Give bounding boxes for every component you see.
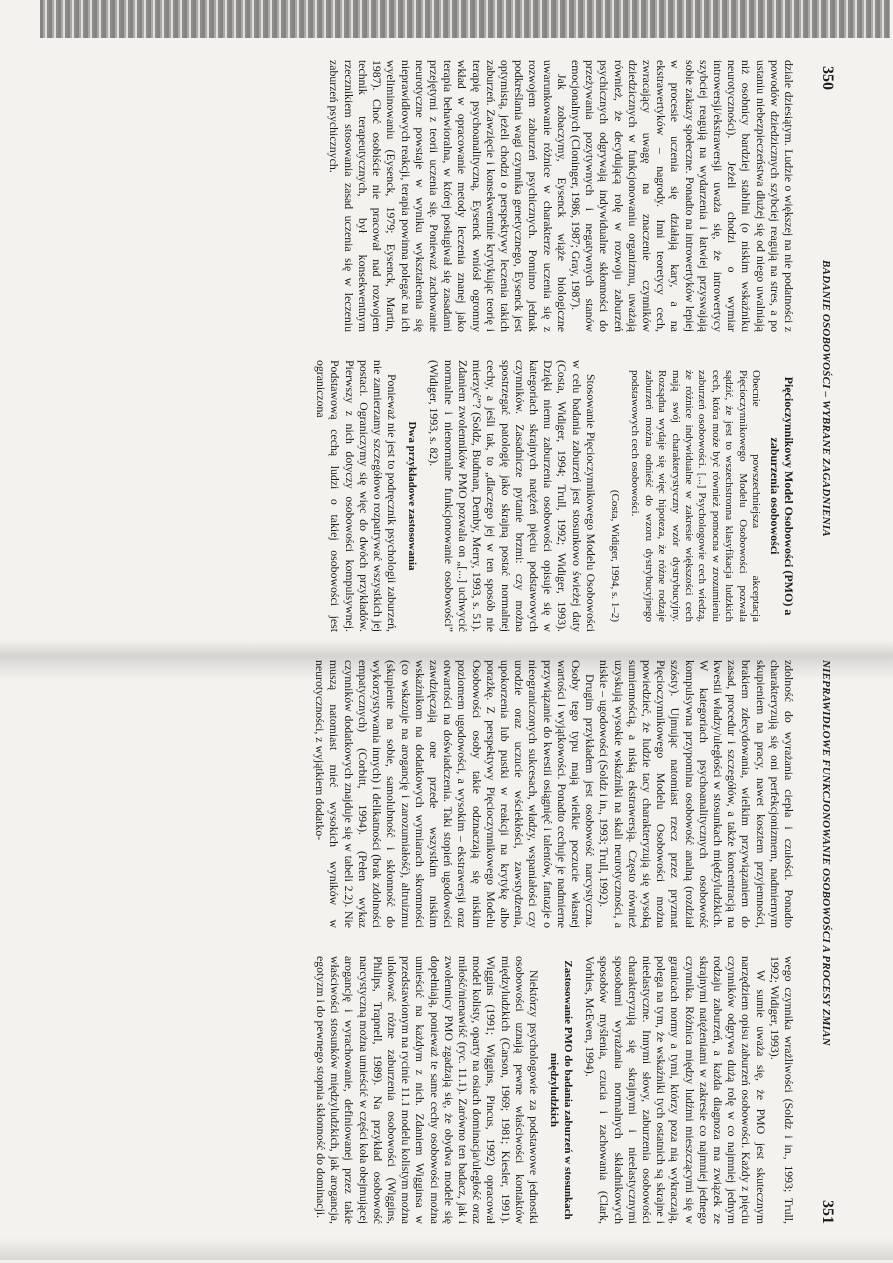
page-number: 351 <box>819 1200 836 1224</box>
paragraph: Niektórzy psychologowie za podstawowe jednostki osobowości uznają pewne właściwości kontaktów międzyludzkich (Carson, 1969; 1981; Kiesler, 1991). Wiggins (1991; Wiggins, Pincus, 1992) opracował model kolisty, oparty na osiach dominacja/uległość oraz miłość/nienawiść (ryc. 11.1). Zarówno ten badacz, jak i zwolennicy PMO zgadzają się, że obydwa modele się dopełniają, ponieważ te same cechy osobowości można umieścić na każdym z nich. Zdaniem Wigginsa w przedstawionym na rycinie 11.1 modelu kolistym można ulokować różne zaburzenia osobowości (Wiggins, Philips, Trapnell, 1989). Na przykład osobowość narcystyczną można umieścić w części koła obejmującej arogancję i wyrachowanie, definiowanej przez takie właściwości stosunków międzyludzkich, jak arogancja, egotyzm i do pewnego stopnia skłonność do dominacji. <box>313 956 541 1224</box>
text-column <box>56 660 796 928</box>
paragraph: Drugim przykładem jest osobowość narcystyczna. Osoby tego typu mają wielkie poczucie własnej wartości i wyjątkowości. Ponadto cechuje je nadmierne przywiązanie do kwestii osiągnięć i talentów, fantazje o nieograniczonych sukcesach, władzy, wspaniałości czy urodzie oraz uczucie wściekłości, zawstydzenia, upokorzenia lub pustki w reakcji na krytykę albo porażkę. Z perspektywy Pięcioczynnikowego Modelu Osobowości osoby takie odznaczają się niskim poziomem ugodowości, a wysokim – ekstrawersji oraz otwartości na doświadczenia. Taki stopień ugodowości zawdzięczają one przede wszystkim niskim wskaźnikom na dodatkowych wymiarach skromności (co wskazuje na arogancję i zarozumiałość), altruizmu (skupienie na sobie, samolubność i skłonność do wykorzystywania innych) i delikatności (brak zdolności empatycznych) (Corbitt, 1994). (Pełen wykaz czynników dodatkowych znajduje się w tabeli 2.2). Nie muszą natomiast mieć wysokich wyników w neurotyczności, z wyjątkiem dodatko- <box>313 660 598 928</box>
paragraph: Ponieważ nie jest to podręcznik psychologii zaburzeń, nie zamierzamy szczegółowo rozpatrywać wszystkich jej postaci. Ograniczymy się więc do dwóch przykładów. Pierwszy z nich dotyczy osobowości kompulsywnej. Podstawową cechą ludzi o takiej osobowości jest ograniczona <box>314 360 400 632</box>
scan-edge-artifact <box>40 0 890 38</box>
right-page <box>40 660 840 1240</box>
section-heading: Pięcioczynnikowy Model Osobowości (PMO) a zaburzenia osobowości <box>768 376 796 616</box>
block-quote: Obecnie powszechniejsza akceptacja Pięcioczynnikowego Modelu Osobowości pozwala sądzić, że jest to wszechstronna klasyfikacja ludzkich cech, która może być również pomocna w zrozumieniu zaburzeń osobowości. [...] Psychologowie cech wiedzą, że różnice indywidualne w zakresie większości cech mają swój charakterystyczny wzór dystrybucyjny. Rozsądna wydaje się więc hipoteza, że różne rodzaje zaburzeń można odnieść do wzoru dystrybucyjnego podstawowych cech osobowości. <box>629 370 762 622</box>
paragraph: Stosowanie Pięcioczynnikowego Modelu Osobowości w celu badania zaburzeń jest stosunkowo świeżej daty (Costa, Widiger, 1994; Trull, 1992; Widiger, 1993). Dzięki niemu zaburzenia osobowości opisuje się w kategoriach skrajnych natężeń pięciu podstawowych czynników. Zasadnicze pytanie brzmi: czy można spostrzegać patologię jako skrajną postać normalnej cechy, a jeśli tak, to „dlaczego jej w ten sposób nie mierzyć”? (Soldz, Budman, Demby, Merry, 1993, s. 51). Zdaniem zwolenników PMO pozwala on „[...] uchwycić normalne i nienormalne funkcjonowanie osobowości” (Widiger, 1993, s. 82). <box>427 360 598 632</box>
quote-citation: (Costa, Widiger, 1994, s. 1–2) <box>608 489 621 622</box>
paragraph: dziale dziesiątym. Ludzie o większej na nie podatności z powodów dziedzicznych szybciej reagują na stres, a po ustaniu niebezpieczeństwa dłużej się od niego uwalniają niż osobnicy bardziej stabilni (o niskim wskaźniku neurotyczności). Jeżeli chodzi o wymiar introwersji/ekstrawersji uważa się, że introwertycy szybciej reagują na wydarzenia i łatwiej przyswajają sobie zakazy społeczne. Ponadto na introwertyków lepiej w procesie uczenia się działają kary, a na ekstrawertyków – nagrody. Inni teoretycy cech, zwracający uwagę na znaczenie czynników dziedzicznych w funkcjonowaniu organizmu, uważają również, że decydującą rolę w rozwoju zaburzeń psychicznych odgrywają indywidualne skłonności do przeżywania pozytywnych i negatywnych stanów emocjonalnych (Cloninger, 1986, 1987; Gray, 1987). <box>568 60 796 332</box>
running-head: BADANIE OSOBOWOŚCI – WYBRANE ZAGADNIENIA <box>820 260 832 537</box>
left-page <box>40 60 840 650</box>
scan-bottom-edge <box>0 1238 893 1260</box>
section-heading: Dwa przykładowe zastosowania <box>406 421 419 571</box>
text-column <box>56 60 796 332</box>
running-head: NIEPRAWIDŁOWE FUNKCJONOWANIE OSOBOWOŚCI A PROCESY ZMIAN <box>820 660 832 1046</box>
paragraph: Jak zobaczymy, Eysenck wiąże biologiczne uwarunkowanie różnice w charakterze uczenia się z rozwojem zaburzeń psychicznych. Pomimo jednak podkreślania wagi czynnika genetycznego, Eysenck jest optymistą, jeżeli chodzi o perspektywy leczenia takich zaburzeń. Zawzięcie i konsekwentnie krytykując teorię i terapię psychoanalityczną, Eysenck wniósł ogromny wkład w opracowanie metody leczenia znanej jako terapia behawioralna, w której posługiwał się zasadami przejętymi z teorii uczenia się. Ponieważ zachowanie neurotyczne powstaje w wyniku wykształcenia się nieprawidłowych reakcji, terapia powinna polegać na ich wyeliminowaniu (Eysenck, 1979; Eysenck, Martin, 1987). Choć osobiście nie pracował nad rozwojem technik terapeutycznych, był konsekwentnym rzecznikiem stosowania zasad uczenia się w leczeniu zaburzeń psychicznych. <box>327 60 569 332</box>
text-column <box>56 360 796 632</box>
section-heading: Zastosowanie PMO do badania zaburzeń w stosunkach międzyludzkich <box>547 960 574 1220</box>
page-number: 350 <box>819 66 836 90</box>
paragraph: zdolność do wyrażania ciepła i czułości. Ponadto charakteryzują się oni perfekcjonizmem, nadmiernym skupieniem na pracy, nawet kosztem przyjemności, brakiem zdecydowania, wielkim przywiązaniem do zasad, procedur i szczegółów, a także koncentracją na kwestii władzy/uległości w stosunkach międzyludzkich. W kategoriach psychoanalitycznych osobowość kompulsywna przypomina osobowość analną (rozdział szósty). Ujmując natomiast rzecz przez pryzmat Pięcioczynnikowego Modelu Osobowości można powiedzieć, że ludzie tacy charakteryzują się wysoką sumiennością, a niską ekstrawersją. Często również uzyskują wysokie wskaźniki na skali neurotyczności, a niskie – ugodowości (Soldz i in., 1993; Trull, 1992). <box>597 660 796 928</box>
paragraph: W sumie uważa się, że PMO jest skutecznym narzędziem opisu zaburzeń osobowości. Każdy z pięciu czynników odgrywa dużą rolę w co najmniej jednym rodzaju zaburzeń, a każda diagnoza ma związek ze skrajnymi natężeniami w zakresie co najmniej jednego czynnika. Różnica między ludźmi mieszczącymi się w granicach normy a tymi, którzy poza nią wykraczają, polega na tym, że wskaźniki tych ostatnich są skrajne i nieelastyczne. Innymi słowy, zaburzenia osobowości charakteryzują się skrajnymi i nieelastycznymi sposobami wyrażania normalnych składnikowych sposobów myślenia, czucia i zachowania (Clark, Vorhies, McEwen, 1994). <box>583 956 768 1224</box>
text-column <box>56 956 796 1224</box>
paragraph: wego czynnika wrażliwości (Soldz i in., 1993; Trull, 1992; Widiger, 1993). <box>767 956 796 1224</box>
